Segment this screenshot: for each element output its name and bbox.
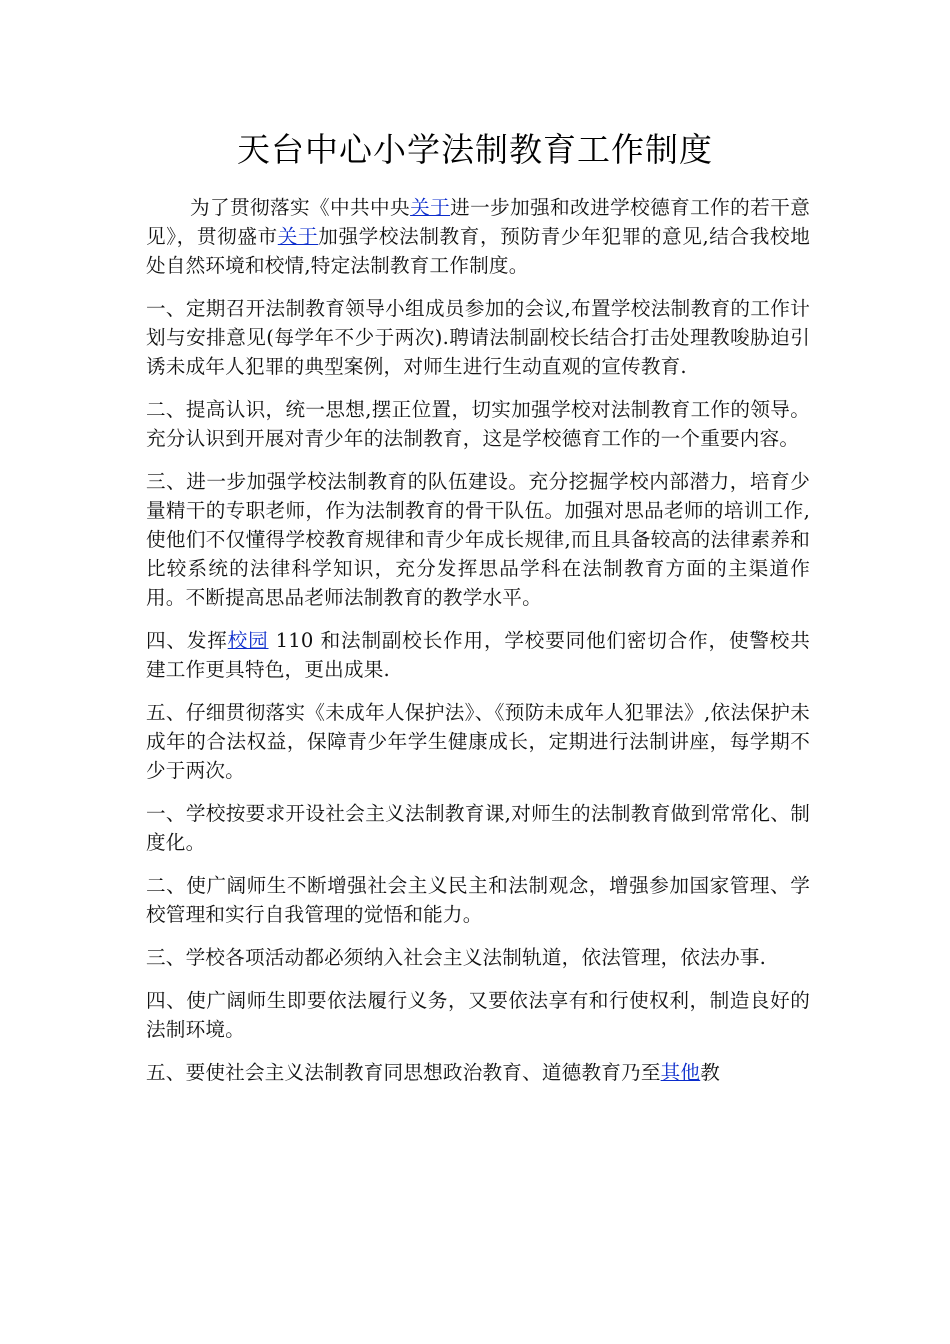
paragraph-2: 二、提高认识，统一思想,摆正位置，切实加强学校对法制教育工作的领导。充分认识到开展对青少年的法制教育，这是学校德育工作的一个重要内容。 (146, 398, 810, 450)
paragraph-10-text-1: 五、要使社会主义法制教育同思想政治教育、道德教育乃至 (146, 1061, 661, 1084)
paragraph-10 (146, 1058, 810, 1087)
link-guanyu-1[interactable]: 关于 (410, 196, 451, 219)
paragraph-4-text-1: 四、发挥 (146, 629, 228, 652)
intro-text-3: 加强学校法制教育，预防青少年犯罪的意见,结合我校地处自然环境和校情,特定法制教育工作制度。 (146, 225, 810, 277)
link-qita[interactable]: 其他 (660, 1061, 701, 1084)
paragraph-5: 五、仔细贯彻落实《未成年人保护法》、《预防未成年人犯罪法》,依法保护未成年的合法权益，保障青少年学生健康成长，定期进行法制讲座，每学期不少于两次。 (146, 701, 810, 782)
link-guanyu-2[interactable]: 关于 (277, 225, 319, 248)
paragraph-4 (146, 626, 810, 684)
intro-text-2: 进一步加强和改进学校德育工作的若干意见》，贯彻盛市 (146, 196, 810, 248)
link-xiaoyuan[interactable]: 校园 (227, 629, 269, 652)
document-title: 天台中心小学法制教育工作制度 (237, 130, 713, 169)
paragraph-8: 三、学校各项活动都必须纳入社会主义法制轨道，依法管理，依法办事. (146, 946, 767, 969)
intro-text-1: 为了贯彻落实《中共中央 (190, 196, 411, 219)
document-body (146, 193, 810, 1101)
paragraph-3: 三、进一步加强学校法制教育的队伍建设。充分挖掘学校内部潜力，培育少量精干的专职老师，作为法制教育的骨干队伍。加强对思品老师的培训工作,使他们不仅懂得学校教育规律和青少年成长规律,而且具备较高的法律素养和比较系统的法律科学知识，充分发挥思品学科在法制教育方面的主渠道作用。不断提高思品老师法制教育的教学水平。 (146, 470, 810, 609)
paragraph-10-text-2: 教 (700, 1061, 721, 1084)
paragraph-4-text-2: 110 和法制副校长作用，学校要同他们密切合作，使警校共建工作更具特色，更出成果. (146, 629, 810, 681)
paragraph-7: 二、使广阔师生不断增强社会主义民主和法制观念，增强参加国家管理、学校管理和实行自我管理的觉悟和能力。 (146, 874, 810, 926)
intro-paragraph (146, 193, 810, 280)
paragraph-9: 四、使广阔师生即要依法履行义务，又要依法享有和行使权利，制造良好的法制环境。 (146, 989, 810, 1041)
paragraph-6: 一、学校按要求开设社会主义法制教育课,对师生的法制教育做到常常化、制度化。 (146, 802, 810, 854)
paragraph-1: 一、定期召开法制教育领导小组成员参加的会议,布置学校法制教育的工作计划与安排意见(每学年不少于两次).聘请法制副校长结合打击处理教唆胁迫引诱未成年人犯罪的典型案例，对师生进行生动直观的宣传教育. (146, 297, 810, 378)
